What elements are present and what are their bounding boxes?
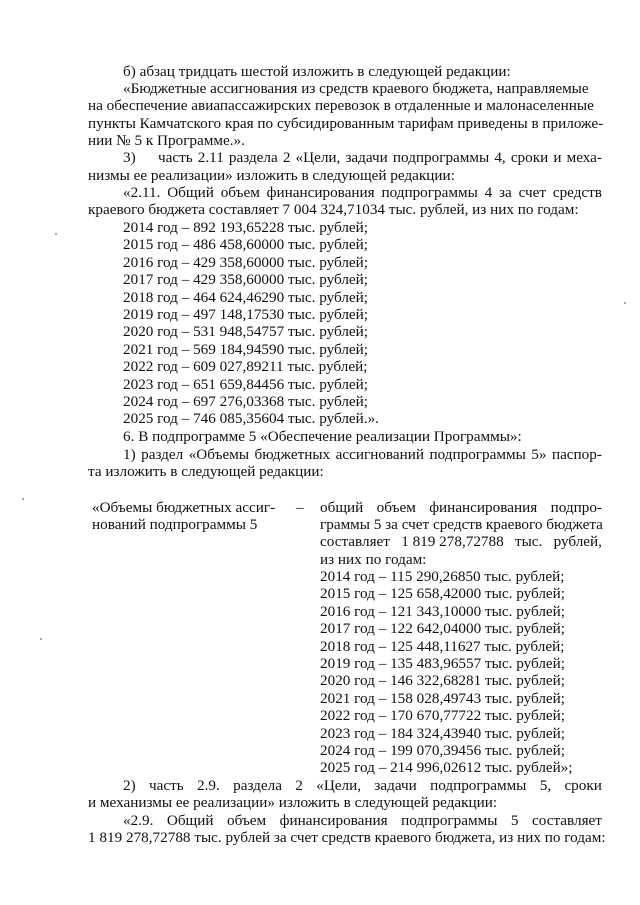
year-line: 2021 год – 569 184,94590 тыс. рублей; <box>123 340 368 358</box>
word: 2.11 <box>197 149 224 166</box>
word: раздела <box>233 777 282 794</box>
para-6-line-1: 6. В подпрограмме 5 «Обеспечение реализации Программы»: <box>123 428 522 445</box>
word: счет <box>518 184 547 201</box>
para-b-line-2: «Бюджетные ассигнования из средств краевого бюджета, направляемые <box>123 80 589 97</box>
word: подпрограммы <box>401 812 498 829</box>
word: общий <box>320 499 364 516</box>
word: объем <box>220 184 260 201</box>
word: финансирования <box>279 812 388 829</box>
scan-speck <box>40 638 42 640</box>
year-line: 2018 год – 125 448,11627 тыс. рублей; <box>320 637 565 655</box>
word: ассигнований <box>335 446 425 463</box>
word: бюджетных <box>254 446 331 463</box>
table-dash: – <box>296 499 304 516</box>
word: часть <box>148 777 184 794</box>
year-line: 2015 год – 486 458,60000 тыс. рублей; <box>123 236 368 254</box>
para-2-line-1 <box>123 777 602 794</box>
word: «Объемы <box>188 446 250 463</box>
para-b-line-4: пункты Камчатского края по субсидированным тарифам приведены в приложе- <box>88 115 604 132</box>
table-right-line-4: из них по годам: <box>320 551 427 568</box>
word: «Цели, <box>295 149 341 166</box>
year-line: 2019 год – 497 148,17530 тыс. рублей; <box>123 306 368 323</box>
year-line: 2022 год – 609 027,89211 тыс. рублей; <box>123 358 368 376</box>
table-right-line-1 <box>320 499 602 516</box>
word: 1) <box>123 446 136 463</box>
para-1-line-2: та изложить в следующей редакции: <box>88 463 324 480</box>
word: 2.9. <box>197 777 220 794</box>
year-line: 2016 год – 121 343,10000 тыс. рублей; <box>320 602 565 620</box>
year-line: 2017 год – 429 358,60000 тыс. рублей; <box>123 271 368 289</box>
word: составляет <box>532 812 602 829</box>
year-line: 2018 год – 464 624,46290 тыс. рублей; <box>123 288 368 306</box>
word: подпрограммы <box>430 777 527 794</box>
scan-speck <box>624 302 626 304</box>
word: 1 819 278,72788 <box>401 533 504 550</box>
para-29-line-2: 1 819 278,72788 тыс. рублей за счет средств краевого бюджета, из них по годам: <box>88 829 606 846</box>
table-right-line-2: граммы 5 за счет средств краевого бюджета <box>320 516 603 533</box>
para-b-line-1: б) абзац тридцать шестой изложить в следующей редакции: <box>123 63 511 80</box>
word: 4 <box>484 184 493 201</box>
year-line: 2020 год – 146 322,68281 тыс. рублей; <box>320 672 565 690</box>
scan-speck <box>55 233 57 235</box>
word: объем <box>376 499 416 516</box>
word: сроки <box>510 149 549 166</box>
year-line: 2014 год – 892 193,65228 тыс. рублей; <box>123 219 368 236</box>
table-left-line-1: «Объемы бюджетных ассиг- <box>92 499 276 516</box>
year-line: 2019 год – 135 483,96557 тыс. рублей; <box>320 655 565 672</box>
word: подпрограммы <box>392 149 490 166</box>
word: часть <box>158 149 193 166</box>
word: 2 <box>282 149 291 166</box>
word: финансирования <box>266 184 375 201</box>
word: раздела <box>228 149 278 166</box>
year-line: 2017 год – 122 642,04000 тыс. рублей; <box>320 620 565 638</box>
word: паспор- <box>551 446 602 463</box>
para-b-line-5: нии № 5 к Программе.». <box>88 132 245 149</box>
year-line: 2021 год – 158 028,49743 тыс. рублей; <box>320 689 565 707</box>
word: финансирования <box>429 499 538 516</box>
year-line: 2023 год – 651 659,84456 тыс. рублей; <box>123 375 368 393</box>
table-left-line-2: нований подпрограммы 5 <box>92 516 258 533</box>
para-211-line-2: краевого бюджета составляет 7 004 324,71034 тыс. рублей, из них по годам: <box>88 201 579 218</box>
word: «Цели, <box>316 777 362 794</box>
year-line: 2025 год – 746 085,35604 тыс. рублей.». <box>123 410 379 428</box>
word: «2.9. <box>123 812 154 829</box>
year-line: 2015 год – 125 658,42000 тыс. рублей; <box>320 585 565 603</box>
year-line: 2016 год – 429 358,60000 тыс. рублей; <box>123 253 368 271</box>
word: составляет <box>320 533 390 550</box>
para-b-line-3: на обеспечение авиапассажирских перевозок в отдаленные и малонаселенные <box>88 97 594 114</box>
para-2-line-2: и механизмы ее реализации» изложить в следующей редакции: <box>88 794 498 811</box>
word: Общий <box>167 184 214 201</box>
word: 5, <box>539 777 552 794</box>
word: 5 <box>510 812 519 829</box>
word: тыс. <box>514 533 543 550</box>
word: рублей, <box>553 533 602 550</box>
word: и <box>553 149 562 166</box>
table-right-line-3 <box>320 533 602 550</box>
word: раздел <box>141 446 184 463</box>
word: подпро- <box>550 499 602 516</box>
word: подпрограммы <box>429 446 526 463</box>
para-1-line-1 <box>123 446 602 463</box>
word: 2) <box>123 777 136 794</box>
year-line: 2023 год – 184 324,43940 тыс. рублей; <box>320 724 565 742</box>
word: за <box>499 184 512 201</box>
para-211-line-1 <box>123 184 602 201</box>
word: 2 <box>295 777 303 794</box>
word: средств <box>552 184 602 201</box>
word: «2.11. <box>123 184 161 201</box>
year-line: 2024 год – 199 070,39456 тыс. рублей; <box>320 742 565 759</box>
word: подпрограммы <box>381 184 478 201</box>
word: задачи <box>374 777 417 794</box>
para-3-number: 3) <box>123 149 136 166</box>
word: 4, <box>494 149 506 166</box>
para-3-line-2: низмы ее реализации» изложить в следующей редакции: <box>88 167 455 184</box>
year-line: 2014 год – 115 290,26850 тыс. рублей; <box>320 568 565 585</box>
word: 5» <box>531 446 547 463</box>
scan-speck <box>22 498 24 500</box>
year-line: 2022 год – 170 670,77722 тыс. рублей; <box>320 707 565 725</box>
word: задачи <box>345 149 388 166</box>
word: Общий <box>166 812 214 829</box>
word: меха- <box>566 149 602 166</box>
word: объем <box>227 812 267 829</box>
year-line: 2020 год – 531 948,54757 тыс. рублей; <box>123 323 368 341</box>
year-line: 2025 год – 214 996,02612 тыс. рублей»; <box>320 759 573 777</box>
year-line: 2024 год – 697 276,03368 тыс. рублей; <box>123 393 368 410</box>
word: сроки <box>564 777 602 794</box>
para-29-line-1 <box>123 812 602 829</box>
para-3-line-1 <box>158 149 602 166</box>
